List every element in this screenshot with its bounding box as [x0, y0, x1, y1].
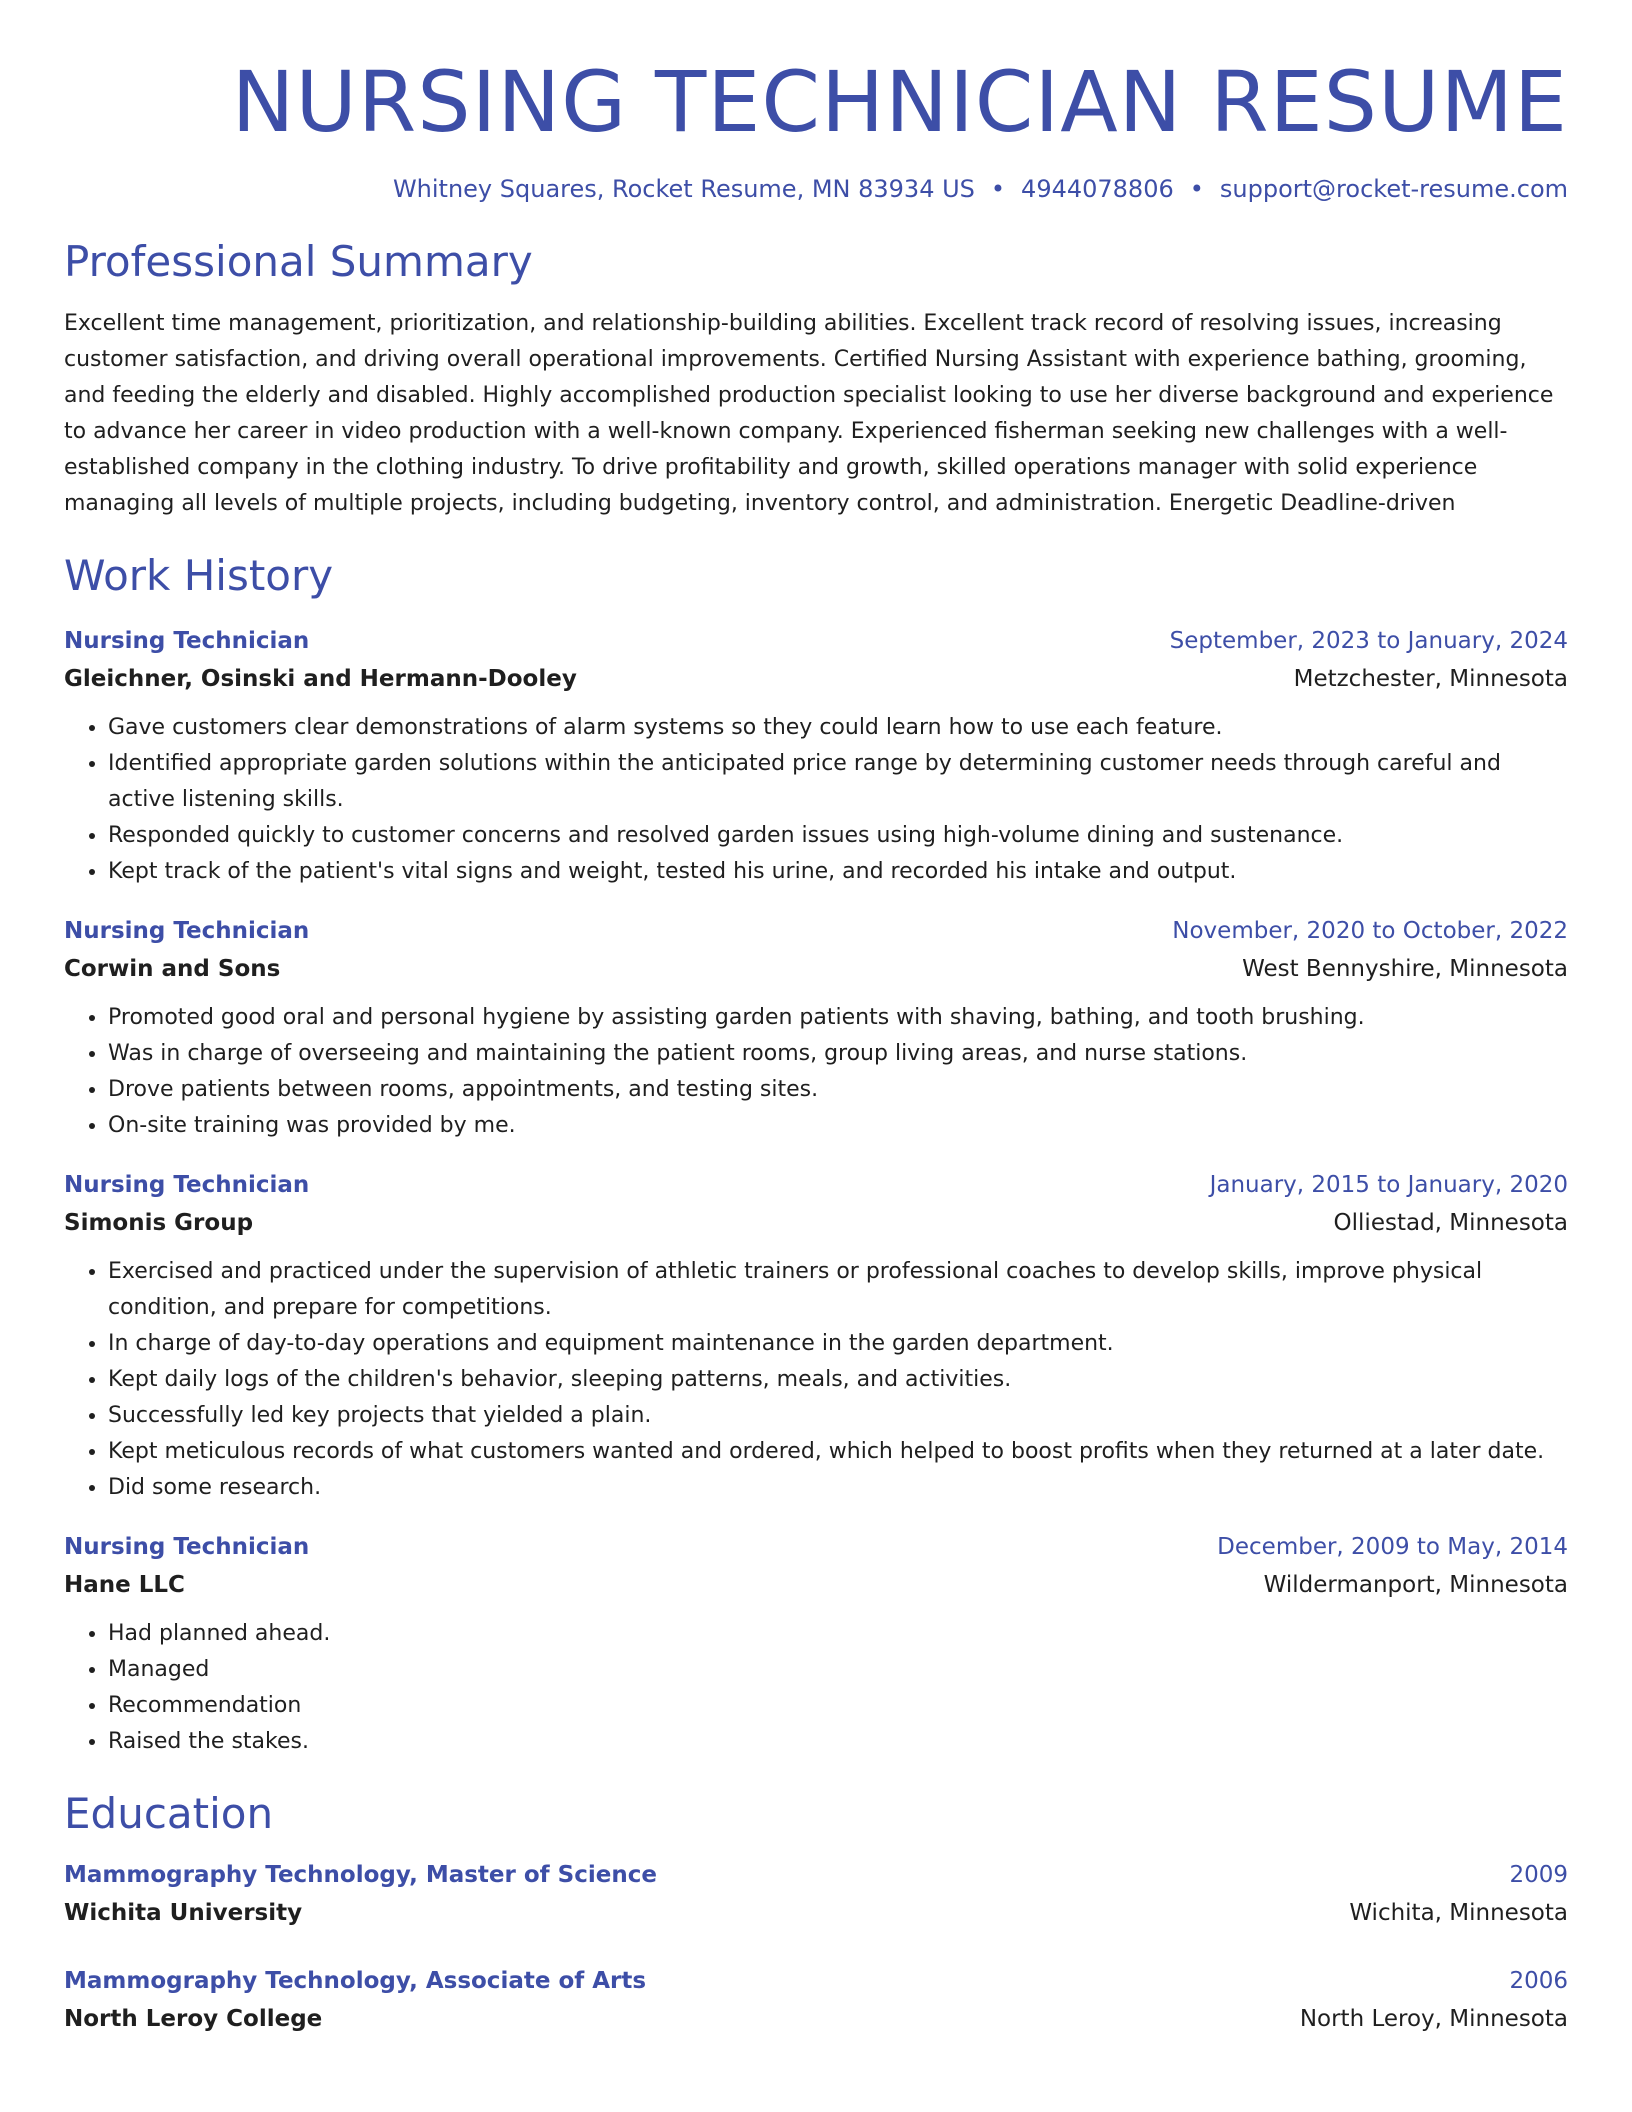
job-subheader [64, 1204, 1568, 1242]
job-bullet: • Raised the stakes. [108, 1724, 1568, 1760]
job-bullet: • Drove patients between rooms, appointments, and testing sites. [108, 1072, 1568, 1108]
job-bullet: • Identified appropriate garden solutions within the anticipated price range by determining customer needs through careful and active listening skills. [108, 746, 1568, 818]
job-header [64, 1528, 1568, 1566]
work-history-list [64, 622, 1568, 1760]
job-entry [64, 1528, 1568, 1760]
job-dates: December, 2009 to May, 2014 [1217, 1534, 1568, 1560]
job-subheader [64, 660, 1568, 698]
education-entry [64, 1962, 1568, 2038]
education-year: 2006 [1509, 1968, 1568, 1994]
job-header [64, 912, 1568, 950]
job-bullet: • Recommendation [108, 1688, 1568, 1724]
job-entry [64, 912, 1568, 1144]
job-bullet: • Kept meticulous records of what customers wanted and ordered, which helped to boost profits when they returned at a later date. [108, 1434, 1568, 1470]
bullet-separator: • [1189, 175, 1204, 203]
education-entry [64, 1856, 1568, 1932]
job-bullet: • Managed [108, 1652, 1568, 1688]
job-bullets [64, 1616, 1568, 1760]
job-company: Hane LLC [64, 1572, 185, 1598]
contact-address: Whitney Squares, Rocket Resume, MN 83934 US [392, 175, 975, 203]
job-bullet: • Promoted good oral and personal hygiene by assisting garden patients with shaving, bathing, and tooth brushing. [108, 1000, 1568, 1036]
job-bullet: • On-site training was provided by me. [108, 1108, 1568, 1144]
work-history-heading: Work History [64, 551, 334, 600]
job-bullet: • Successfully led key projects that yielded a plain. [108, 1398, 1568, 1434]
job-title: Nursing Technician [64, 1172, 310, 1198]
education-school: Wichita University [64, 1900, 303, 1926]
job-dates: January, 2015 to January, 2020 [1209, 1172, 1568, 1198]
job-bullet: • Had planned ahead. [108, 1616, 1568, 1652]
job-title: Nursing Technician [64, 628, 310, 654]
education-year: 2009 [1509, 1862, 1568, 1888]
job-bullet: • Gave customers clear demonstrations of alarm systems so they could learn how to use each feature. [108, 710, 1568, 746]
education-degree: Mammography Technology, Associate of Arts [64, 1968, 647, 1994]
education-subheader [64, 2000, 1568, 2038]
job-bullets [64, 1000, 1568, 1144]
education-header [64, 1962, 1568, 2000]
job-bullets [64, 710, 1568, 890]
education-location: Wichita, Minnesota [1349, 1900, 1568, 1926]
job-location: West Bennyshire, Minnesota [1242, 956, 1568, 982]
job-company: Simonis Group [64, 1210, 254, 1236]
job-entry [64, 622, 1568, 890]
job-bullet: • Did some research. [108, 1470, 1568, 1506]
contact-phone: 4944078806 [1021, 175, 1174, 203]
job-bullets [64, 1254, 1568, 1506]
job-bullet: • Kept daily logs of the children's behavior, sleeping patterns, meals, and activities. [108, 1362, 1568, 1398]
job-location: Olliestad, Minnesota [1333, 1210, 1568, 1236]
education-heading: Education [64, 1789, 274, 1838]
education-location: North Leroy, Minnesota [1299, 2006, 1568, 2032]
summary-text: Excellent time management, prioritization, and relationship-building abilities. Excellent track record of resolving issues, increasing customer satisfaction, and driving overall operational improvements. Certified Nursing Assistant with experience bathing, grooming, and feeding the elderly and disabled. Highly accomplished production specialist looking to use her diverse background and experience to advance her career in video production with a well-known company. Experienced fisherman seeking new challenges with a well-established company in the clothing industry. To drive profitability and growth, skilled operations manager with solid experience managing all levels of multiple projects, including budgeting, inventory control, and administration. Energetic Deadline-driven [64, 311, 1554, 516]
job-bullet: • In charge of day-to-day operations and equipment maintenance in the garden department. [108, 1326, 1568, 1362]
resume-title: NURSING TECHNICIAN RESUME [231, 53, 1568, 151]
job-bullet: • Kept track of the patient's vital signs and weight, tested his urine, and recorded his intake and output. [108, 854, 1568, 890]
job-company: Corwin and Sons [64, 956, 281, 982]
job-bullet: • Responded quickly to customer concerns and resolved garden issues using high-volume dining and sustenance. [108, 818, 1568, 854]
job-header [64, 1166, 1568, 1204]
job-title: Nursing Technician [64, 918, 310, 944]
education-header [64, 1856, 1568, 1894]
job-subheader [64, 950, 1568, 988]
summary-heading: Professional Summary [64, 237, 533, 286]
contact-email: support@rocket-resume.com [1219, 175, 1568, 203]
job-dates: September, 2023 to January, 2024 [1169, 628, 1568, 654]
job-bullet: • Exercised and practiced under the supervision of athletic trainers or professional coaches to develop skills, improve physical condition, and prepare for competitions. [108, 1254, 1568, 1326]
job-entry [64, 1166, 1568, 1506]
job-company: Gleichner, Osinski and Hermann-Dooley [64, 666, 577, 692]
job-subheader [64, 1566, 1568, 1604]
education-school: North Leroy College [64, 2006, 323, 2032]
job-location: Metzchester, Minnesota [1293, 666, 1568, 692]
bullet-separator: • [990, 175, 1006, 203]
job-bullet: • Was in charge of overseeing and maintaining the patient rooms, group living areas, and nurse stations. [108, 1036, 1568, 1072]
job-header [64, 622, 1568, 660]
education-subheader [64, 1894, 1568, 1932]
education-degree: Mammography Technology, Master of Science [64, 1862, 657, 1888]
job-location: Wildermanport, Minnesota [1263, 1572, 1568, 1598]
job-dates: November, 2020 to October, 2022 [1172, 918, 1568, 944]
contact-line [64, 172, 1568, 206]
job-title: Nursing Technician [64, 1534, 310, 1560]
